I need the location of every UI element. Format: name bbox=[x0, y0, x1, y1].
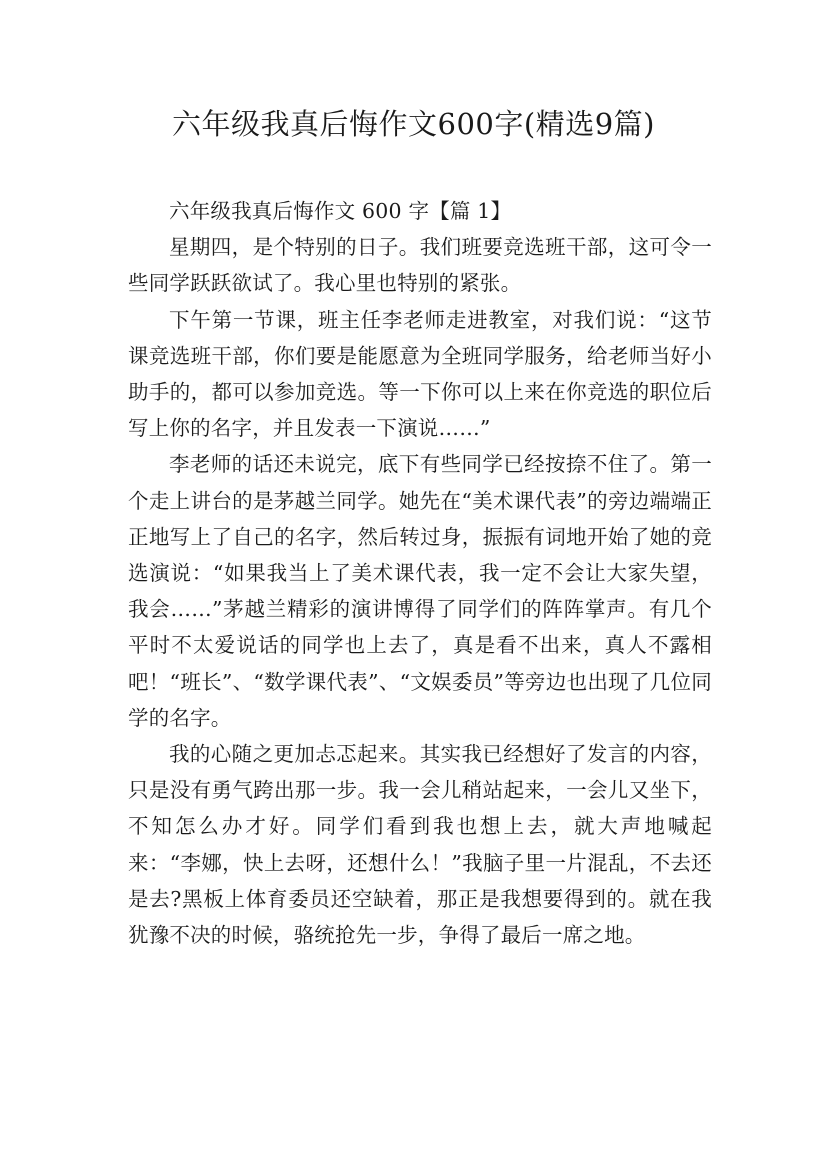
document-body bbox=[128, 193, 712, 953]
paragraph: 我的心随之更加忐忑起来。其实我已经想好了发言的内容，只是没有勇气跨出那一步。我一会儿稍站起来，一会儿又坐下，不知怎么办才好。同学们看到我也想上去，就大声地喊起来：“李娜，快上去呀，还想什么！”我脑子里一片混乱，不去还是去?黑板上体育委员还空缺着，那正是我想要得到的。就在我犹豫不决的时候，骆统抢先一步，争得了最后一席之地。 bbox=[128, 742, 712, 948]
paragraph: 下午第一节课，班主任李老师走进教室，对我们说：“这节课竞选班干部，你们要是能愿意为全班同学服务，给老师当好小助手的，都可以参加竞选。等一下你可以上来在你竞选的职位后写上你的名字，并且发表一下演说……” bbox=[128, 307, 712, 441]
paragraph: 星期四，是个特别的日子。我们班要竞选班干部，这可令一些同学跃跃欲试了。我心里也特别的紧张。 bbox=[128, 235, 712, 296]
paragraph: 李老师的话还未说完，底下有些同学已经按捺不住了。第一个走上讲台的是茅越兰同学。她先在“美术课代表”的旁边端端正正地写上了自己的名字，然后转过身，振振有词地开始了她的竞选演说：“如果我当上了美术课代表，我一定不会让大家失望，我会……”茅越兰精彩的演讲博得了同学们的阵阵掌声。有几个平时不太爱说话的同学也上去了，真是看不出来，真人不露相吧！“班长”、“数学课代表”、“文娱委员”等旁边也出现了几位同学的名字。 bbox=[128, 452, 712, 730]
document-title: 六年级我真后悔作文600字(精选9篇) bbox=[172, 107, 655, 141]
section-heading: 六年级我真后悔作文 600 字【篇 1】 bbox=[169, 199, 512, 223]
